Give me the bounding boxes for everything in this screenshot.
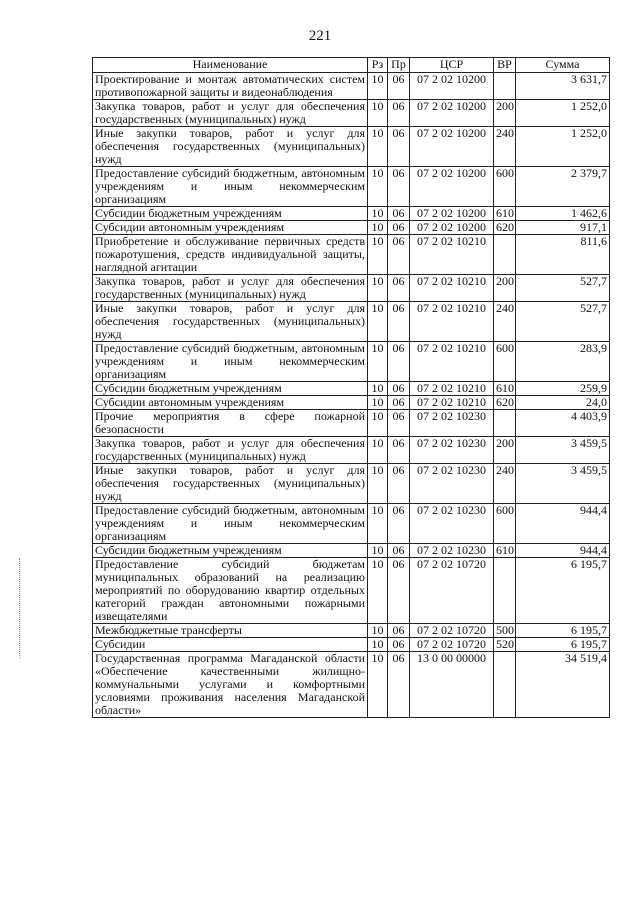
cell-csr: 07 2 02 10230 xyxy=(410,544,494,558)
cell-pr: 06 xyxy=(388,275,410,302)
cell-name: Предоставление субсидий бюджетным, автономным учреждениям и иным некоммерческим организациям xyxy=(93,167,368,207)
cell-name: Субсидии бюджетным учреждениям xyxy=(93,207,368,221)
cell-csr: 07 2 02 10230 xyxy=(410,437,494,464)
cell-sum: 6 195,7 xyxy=(516,638,610,652)
cell-vr: 610 xyxy=(494,207,516,221)
cell-vr: 610 xyxy=(494,544,516,558)
cell-pr: 06 xyxy=(388,504,410,544)
table-header-row xyxy=(93,58,610,73)
table-row xyxy=(93,638,610,652)
cell-sum: 811,6 xyxy=(516,235,610,275)
cell-vr: 240 xyxy=(494,302,516,342)
header-vr: ВР xyxy=(494,58,516,73)
table-row xyxy=(93,396,610,410)
cell-vr: 500 xyxy=(494,624,516,638)
cell-rz: 10 xyxy=(368,652,388,718)
cell-sum: 527,7 xyxy=(516,275,610,302)
cell-rz: 10 xyxy=(368,127,388,167)
cell-sum: 944,4 xyxy=(516,504,610,544)
cell-name: Иные закупки товаров, работ и услуг для обеспечения государственных (муниципальных) нужд xyxy=(93,302,368,342)
budget-table xyxy=(92,57,610,718)
cell-csr: 13 0 00 00000 xyxy=(410,652,494,718)
cell-csr: 07 2 02 10210 xyxy=(410,396,494,410)
cell-pr: 06 xyxy=(388,544,410,558)
cell-sum: 34 519,4 xyxy=(516,652,610,718)
cell-rz: 10 xyxy=(368,275,388,302)
header-pr: Пр xyxy=(388,58,410,73)
cell-vr: 600 xyxy=(494,167,516,207)
cell-pr: 06 xyxy=(388,624,410,638)
cell-sum: 6 195,7 xyxy=(516,558,610,624)
table-row xyxy=(93,100,610,127)
cell-name: Проектирование и монтаж автоматических систем противопожарной защиты и видеонаблюдения xyxy=(93,73,368,100)
cell-rz: 10 xyxy=(368,544,388,558)
header-rz: Рз xyxy=(368,58,388,73)
cell-vr: 610 xyxy=(494,382,516,396)
cell-csr: 07 2 02 10200 xyxy=(410,167,494,207)
table-body xyxy=(93,73,610,718)
cell-pr: 06 xyxy=(388,302,410,342)
table-row xyxy=(93,504,610,544)
cell-vr: 240 xyxy=(494,464,516,504)
cell-sum: 1 252,0 xyxy=(516,100,610,127)
cell-pr: 06 xyxy=(388,464,410,504)
table-row xyxy=(93,207,610,221)
cell-csr: 07 2 02 10230 xyxy=(410,464,494,504)
cell-vr: 200 xyxy=(494,275,516,302)
cell-name: Приобретение и обслуживание первичных средств пожаротушения, средств индивидуальной защиты, наглядной агитации xyxy=(93,235,368,275)
table-row xyxy=(93,652,610,718)
cell-name: Субсидии xyxy=(93,638,368,652)
header-name: Наименование xyxy=(93,58,368,73)
cell-rz: 10 xyxy=(368,624,388,638)
cell-rz: 10 xyxy=(368,396,388,410)
cell-csr: 07 2 02 10210 xyxy=(410,275,494,302)
cell-csr: 07 2 02 10200 xyxy=(410,207,494,221)
cell-csr: 07 2 02 10210 xyxy=(410,302,494,342)
cell-sum: 1 462,6 xyxy=(516,207,610,221)
cell-vr xyxy=(494,652,516,718)
cell-rz: 10 xyxy=(368,410,388,437)
cell-name: Предоставление субсидий бюджетным, автономным учреждениям и иным некоммерческим организациям xyxy=(93,504,368,544)
cell-name: Субсидии автономным учреждениям xyxy=(93,221,368,235)
cell-vr: 600 xyxy=(494,342,516,382)
cell-rz: 10 xyxy=(368,382,388,396)
cell-name: Прочие мероприятия в сфере пожарной безопасности xyxy=(93,410,368,437)
cell-csr: 07 2 02 10200 xyxy=(410,73,494,100)
cell-pr: 06 xyxy=(388,652,410,718)
cell-name: Субсидии бюджетным учреждениям xyxy=(93,382,368,396)
table-row xyxy=(93,464,610,504)
cell-name: Субсидии автономным учреждениям xyxy=(93,396,368,410)
cell-name: Предоставление субсидий бюджетам муниципальных образований на реализацию мероприятий по оборудованию квартир отдельных категорий граждан автономными пожарными извещателями xyxy=(93,558,368,624)
table-row xyxy=(93,624,610,638)
cell-csr: 07 2 02 10200 xyxy=(410,221,494,235)
table-row xyxy=(93,127,610,167)
cell-pr: 06 xyxy=(388,382,410,396)
page-number: 221 xyxy=(308,28,332,44)
table-row xyxy=(93,544,610,558)
cell-rz: 10 xyxy=(368,100,388,127)
cell-sum: 283,9 xyxy=(516,342,610,382)
cell-name: Предоставление субсидий бюджетным, автономным учреждениям и иным некоммерческим организациям xyxy=(93,342,368,382)
cell-vr: 620 xyxy=(494,396,516,410)
cell-pr: 06 xyxy=(388,410,410,437)
table-row xyxy=(93,73,610,100)
cell-sum: 3 631,7 xyxy=(516,73,610,100)
cell-pr: 06 xyxy=(388,342,410,382)
cell-rz: 10 xyxy=(368,437,388,464)
cell-rz: 10 xyxy=(368,464,388,504)
cell-pr: 06 xyxy=(388,167,410,207)
cell-sum: 6 195,7 xyxy=(516,624,610,638)
cell-csr: 07 2 02 10720 xyxy=(410,558,494,624)
cell-csr: 07 2 02 10200 xyxy=(410,100,494,127)
cell-name: Иные закупки товаров, работ и услуг для обеспечения государственных (муниципальных) нужд xyxy=(93,464,368,504)
cell-name: Иные закупки товаров, работ и услуг для обеспечения государственных (муниципальных) нужд xyxy=(93,127,368,167)
cell-rz: 10 xyxy=(368,235,388,275)
cell-rz: 10 xyxy=(368,342,388,382)
cell-pr: 06 xyxy=(388,235,410,275)
cell-vr: 520 xyxy=(494,638,516,652)
cell-vr xyxy=(494,73,516,100)
table-row xyxy=(93,382,610,396)
table-row xyxy=(93,275,610,302)
cell-rz: 10 xyxy=(368,504,388,544)
table-row xyxy=(93,167,610,207)
table-row xyxy=(93,302,610,342)
cell-csr: 07 2 02 10210 xyxy=(410,235,494,275)
cell-name: Межбюджетные трансферты xyxy=(93,624,368,638)
table-row xyxy=(93,221,610,235)
header-sum: Сумма xyxy=(516,58,610,73)
cell-csr: 07 2 02 10210 xyxy=(410,382,494,396)
cell-pr: 06 xyxy=(388,73,410,100)
cell-pr: 06 xyxy=(388,558,410,624)
cell-pr: 06 xyxy=(388,100,410,127)
header-csr: ЦСР xyxy=(410,58,494,73)
cell-sum: 1 252,0 xyxy=(516,127,610,167)
cell-pr: 06 xyxy=(388,437,410,464)
cell-vr: 200 xyxy=(494,100,516,127)
cell-csr: 07 2 02 10200 xyxy=(410,127,494,167)
cell-sum: 259,9 xyxy=(516,382,610,396)
table-row xyxy=(93,558,610,624)
cell-sum: 917,1 xyxy=(516,221,610,235)
cell-rz: 10 xyxy=(368,638,388,652)
cell-csr: 07 2 02 10230 xyxy=(410,504,494,544)
cell-name: Закупка товаров, работ и услуг для обеспечения государственных (муниципальных) нужд xyxy=(93,100,368,127)
cell-csr: 07 2 02 10720 xyxy=(410,624,494,638)
table-row xyxy=(93,342,610,382)
cell-csr: 07 2 02 10720 xyxy=(410,638,494,652)
table-row xyxy=(93,437,610,464)
cell-sum: 944,4 xyxy=(516,544,610,558)
cell-sum: 24,0 xyxy=(516,396,610,410)
cell-vr: 240 xyxy=(494,127,516,167)
cell-rz: 10 xyxy=(368,167,388,207)
cell-name: Субсидии бюджетным учреждениям xyxy=(93,544,368,558)
cell-pr: 06 xyxy=(388,207,410,221)
cell-vr: 620 xyxy=(494,221,516,235)
cell-sum: 4 403,9 xyxy=(516,410,610,437)
cell-name: Закупка товаров, работ и услуг для обеспечения государственных (муниципальных) нужд xyxy=(93,275,368,302)
margin-mark xyxy=(19,558,21,658)
cell-vr xyxy=(494,235,516,275)
cell-name: Закупка товаров, работ и услуг для обеспечения государственных (муниципальных) нужд xyxy=(93,437,368,464)
cell-rz: 10 xyxy=(368,221,388,235)
cell-rz: 10 xyxy=(368,73,388,100)
cell-vr: 600 xyxy=(494,504,516,544)
cell-sum: 527,7 xyxy=(516,302,610,342)
cell-sum: 3 459,5 xyxy=(516,464,610,504)
cell-vr xyxy=(494,410,516,437)
cell-rz: 10 xyxy=(368,558,388,624)
cell-pr: 06 xyxy=(388,221,410,235)
cell-rz: 10 xyxy=(368,207,388,221)
cell-pr: 06 xyxy=(388,396,410,410)
cell-pr: 06 xyxy=(388,638,410,652)
table-row xyxy=(93,410,610,437)
cell-vr xyxy=(494,558,516,624)
table-row xyxy=(93,235,610,275)
cell-vr: 200 xyxy=(494,437,516,464)
cell-csr: 07 2 02 10230 xyxy=(410,410,494,437)
cell-sum: 3 459,5 xyxy=(516,437,610,464)
cell-csr: 07 2 02 10210 xyxy=(410,342,494,382)
cell-rz: 10 xyxy=(368,302,388,342)
cell-sum: 2 379,7 xyxy=(516,167,610,207)
cell-name: Государственная программа Магаданской области «Обеспечение качественными жилищно-коммунальными услугами и комфортными условиями проживания населения Магаданской области» xyxy=(93,652,368,718)
cell-pr: 06 xyxy=(388,127,410,167)
